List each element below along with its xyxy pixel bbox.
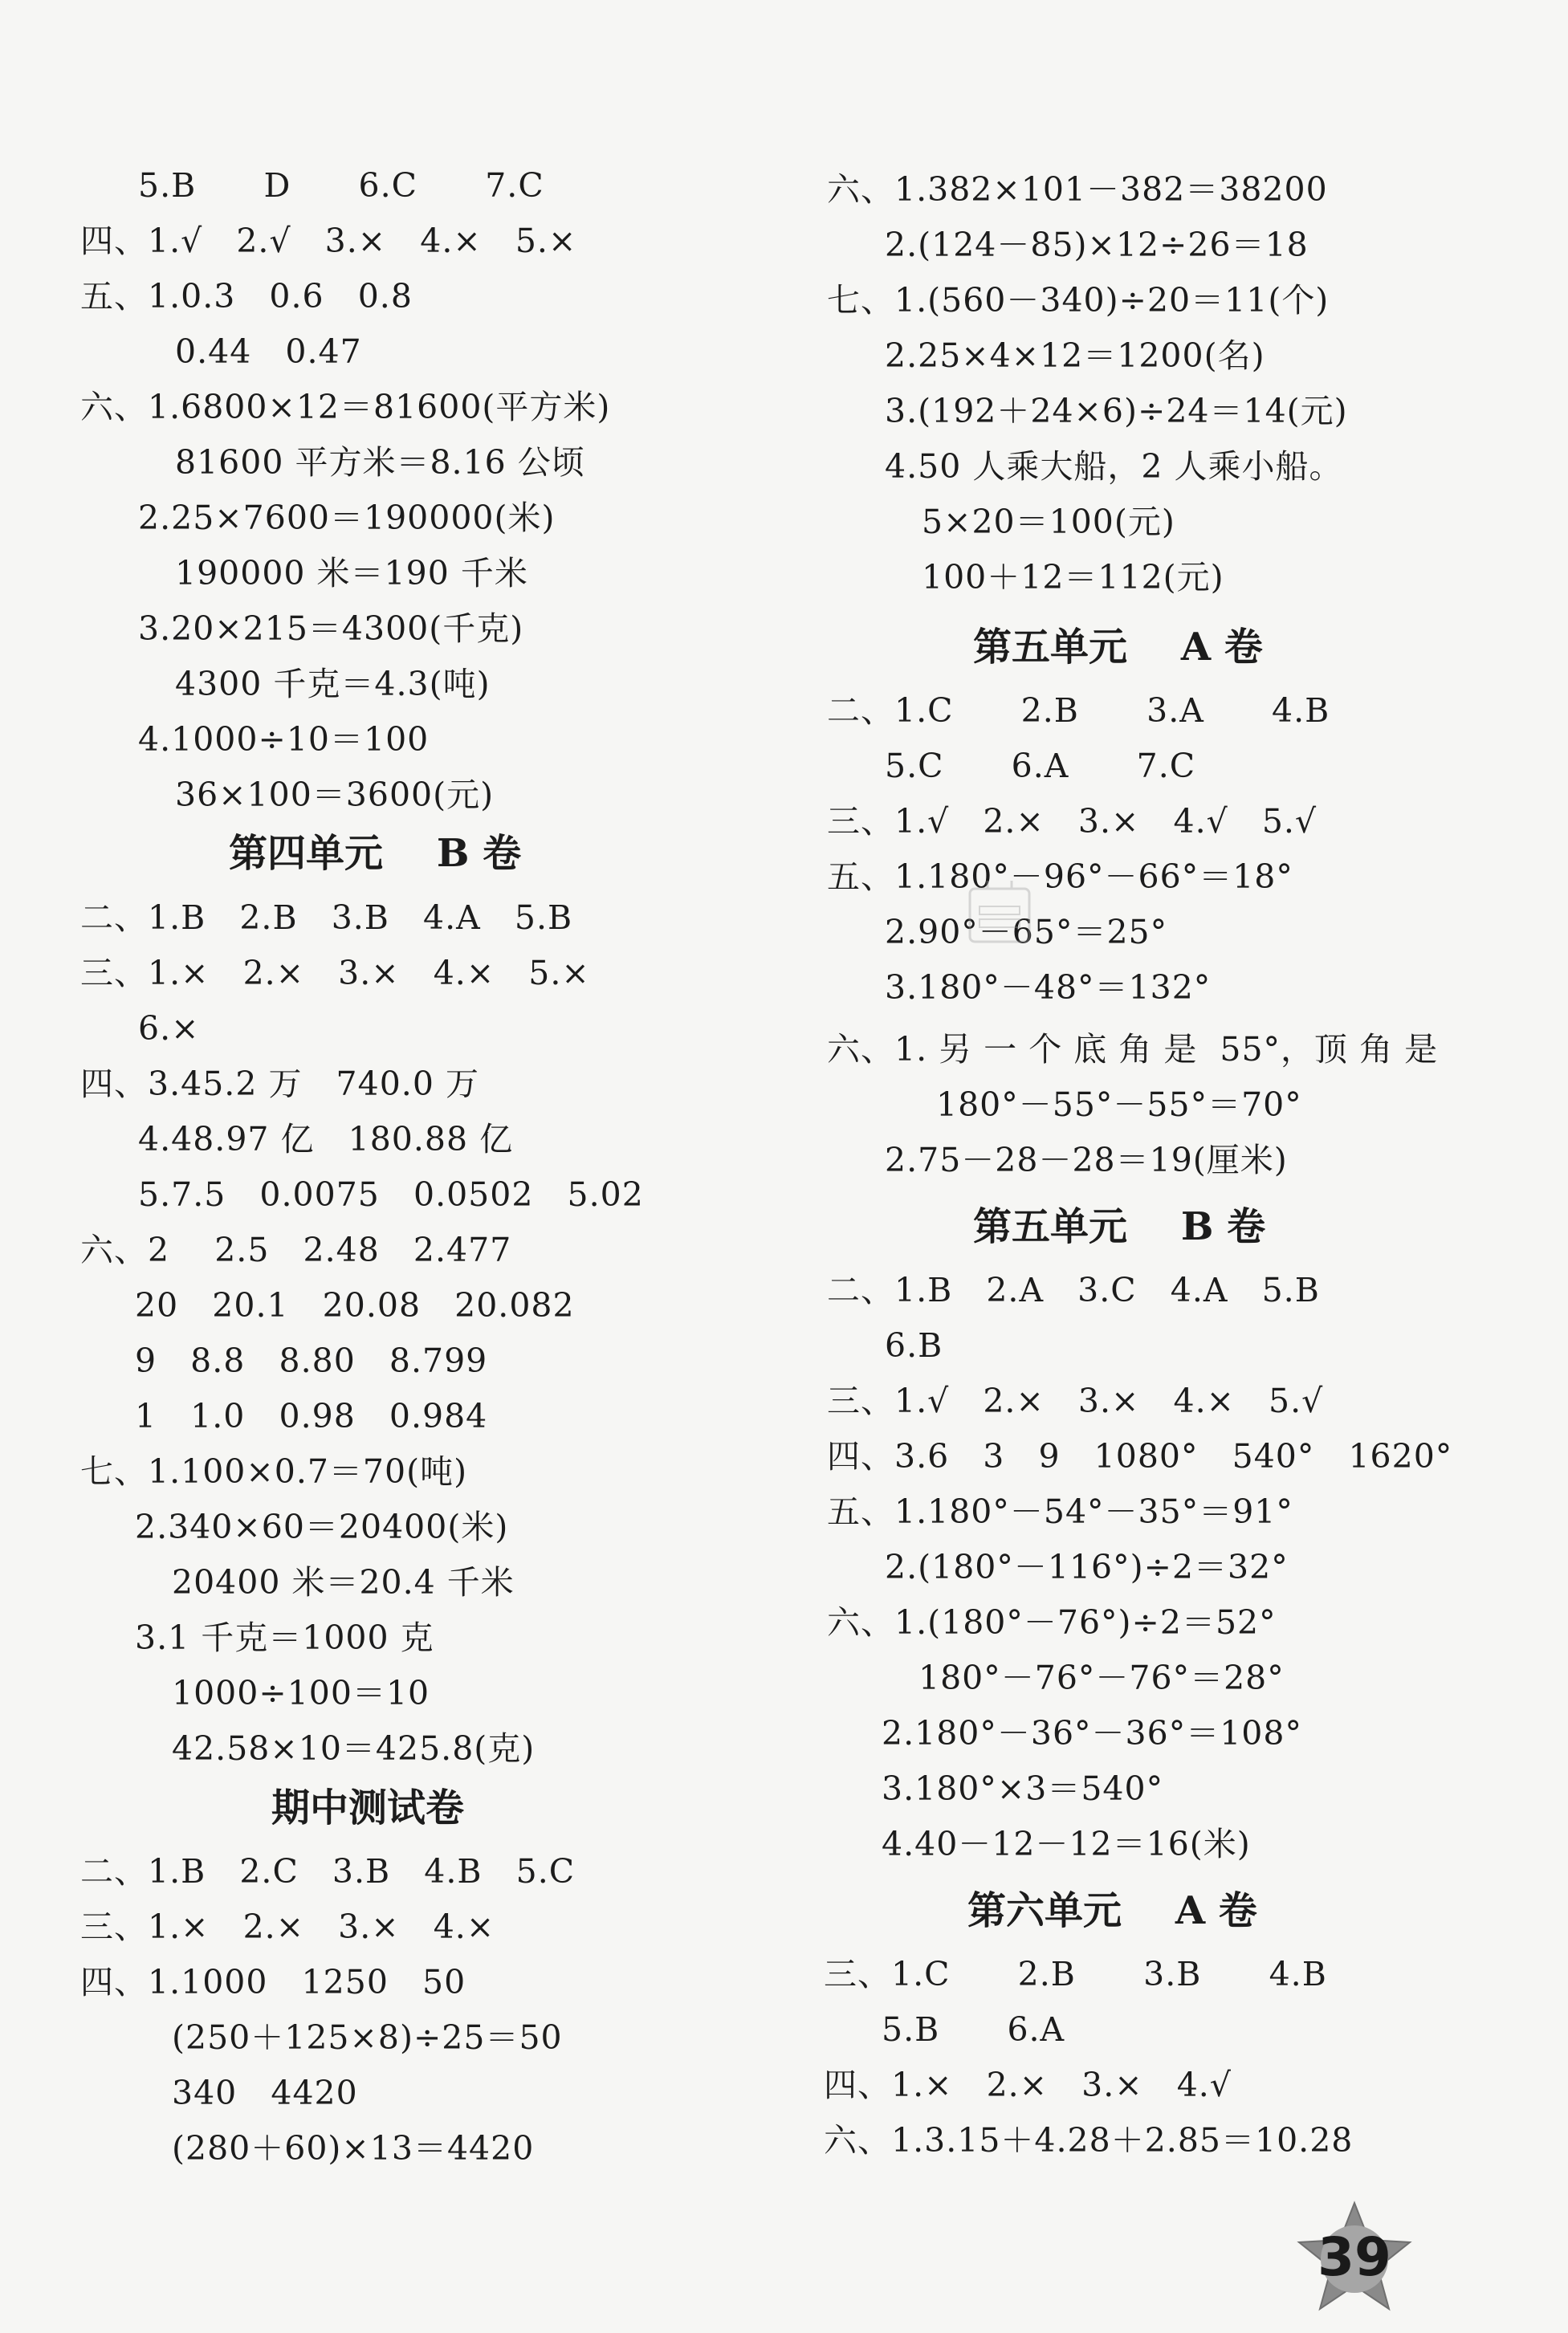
answer-line: 340 4420 <box>172 2074 358 2112</box>
answer-line: 2.180°－36°－36°＝108° <box>882 1714 1302 1753</box>
section-heading-unit4-b: 第四单元 B 卷 <box>229 831 522 876</box>
answer-line: 3.(192＋24×6)÷24＝14(元) <box>885 392 1348 430</box>
answer-line: 81600 平方米＝8.16 公顷 <box>175 443 585 482</box>
answer-line: 3.180°×3＝540° <box>882 1769 1164 1808</box>
answer-line: 三、1.× 2.× 3.× 4.× 5.× <box>80 954 590 992</box>
section-heading-unit5-b: 第五单元 B 卷 <box>973 1204 1266 1249</box>
answer-line: 2.340×60＝20400(米) <box>135 1508 509 1546</box>
answer-line: 2.75－28－28＝19(厘米) <box>885 1141 1288 1179</box>
page-number-badge <box>1294 2198 1415 2319</box>
answer-line: 4.40－12－12＝16(米) <box>882 1825 1251 1863</box>
section-heading-unit5-a: 第五单元 A 卷 <box>973 625 1263 670</box>
answer-line: 5.B 6.A <box>882 2010 1065 2049</box>
answer-line: 四、3.45.2 万 740.0 万 <box>80 1065 479 1103</box>
answer-line: 0.44 0.47 <box>175 332 362 371</box>
answer-line: 六、1.382×101－382＝38200 <box>827 170 1328 209</box>
answer-line: 5×20＝100(元) <box>922 503 1175 541</box>
answer-line: 6.B <box>885 1326 943 1365</box>
answer-line: 190000 米＝190 千米 <box>175 554 528 592</box>
answer-line: 三、1.× 2.× 3.× 4.× <box>80 1908 495 1946</box>
answer-line: 5.B D 6.C 7.C <box>138 166 544 205</box>
answer-line: 9 8.8 8.80 8.799 <box>135 1342 488 1380</box>
answer-line: 3.20×215＝4300(千克) <box>138 609 524 648</box>
answer-line: 七、1.(560－340)÷20＝11(个) <box>827 281 1330 320</box>
answer-line: 六、2 2.5 2.48 2.477 <box>80 1231 512 1269</box>
answer-line: 20 20.1 20.08 20.082 <box>135 1286 575 1325</box>
answer-line: 三、1.√ 2.× 3.× 4.× 5.√ <box>827 1382 1324 1420</box>
answer-line: 五、1.180°－54°－35°＝91° <box>827 1492 1293 1531</box>
answer-line: 三、1.C 2.B 3.B 4.B <box>824 1955 1327 1993</box>
answer-line: 1 1.0 0.98 0.984 <box>135 1397 488 1435</box>
answer-line: 三、1.√ 2.× 3.× 4.√ 5.√ <box>827 802 1318 841</box>
answer-line: 2.(124－85)×12÷26＝18 <box>885 226 1309 264</box>
answer-line: 四、1.1000 1250 50 <box>80 1963 466 2001</box>
answer-line: 四、3.6 3 9 1080° 540° 1620° <box>827 1437 1453 1476</box>
answer-line: 20400 米＝20.4 千米 <box>172 1563 515 1602</box>
answer-line: 六、1.3.15＋4.28＋2.85＝10.28 <box>824 2121 1354 2160</box>
answer-line: 2.25×7600＝190000(米) <box>138 499 556 537</box>
page-number: 39 <box>1318 2226 1391 2288</box>
answer-line: 二、1.B 2.C 3.B 4.B 5.C <box>80 1852 576 1891</box>
answer-line: 五、1.0.3 0.6 0.8 <box>80 277 413 316</box>
answer-line: 二、1.C 2.B 3.A 4.B <box>827 691 1330 730</box>
answer-line: 六、1. 另 一 个 底 角 是 55°，顶 角 是 <box>827 1030 1439 1069</box>
answer-line: 2.25×4×12＝1200(名) <box>885 336 1265 375</box>
answer-line: (280＋60)×13＝4420 <box>172 2129 535 2168</box>
answer-line: 3.180°－48°＝132° <box>885 968 1212 1007</box>
faint-stamp-mark <box>955 871 1044 959</box>
answer-line: 1000÷100＝10 <box>172 1674 430 1712</box>
answer-line: 42.58×10＝425.8(克) <box>172 1729 536 1768</box>
answer-line: 4.50 人乘大船，2 人乘小船。 <box>885 447 1343 486</box>
answer-line: 36×100＝3600(元) <box>175 776 495 814</box>
answer-line: 3.1 千克＝1000 克 <box>135 1618 434 1657</box>
answer-line: 六、1.6800×12＝81600(平方米) <box>80 388 611 426</box>
answer-line: 6.× <box>138 1009 200 1048</box>
answer-line: 180°－55°－55°＝70° <box>936 1085 1302 1124</box>
answer-line: 5.C 6.A 7.C <box>885 747 1196 785</box>
answer-line: (250＋125×8)÷25＝50 <box>172 2018 563 2057</box>
answer-line: 4.48.97 亿 180.88 亿 <box>138 1120 514 1158</box>
answer-line: 四、1.√ 2.√ 3.× 4.× 5.× <box>80 222 577 260</box>
section-heading-unit6-a: 第六单元 A 卷 <box>967 1888 1257 1933</box>
answer-line: 五、1.180°－96°－66°＝18° <box>827 857 1293 896</box>
answer-line: 二、1.B 2.A 3.C 4.A 5.B <box>827 1271 1320 1309</box>
answer-line: 5.7.5 0.0075 0.0502 5.02 <box>138 1175 644 1214</box>
answer-line: 四、1.× 2.× 3.× 4.√ <box>824 2066 1232 2104</box>
answer-line: 2.90°－65°＝25° <box>885 913 1168 951</box>
answer-line: 二、1.B 2.B 3.B 4.A 5.B <box>80 898 573 937</box>
answer-line: 4.1000÷10＝100 <box>138 720 430 759</box>
answer-line: 六、1.(180°－76°)÷2＝52° <box>827 1603 1277 1642</box>
answer-line: 4300 千克＝4.3(吨) <box>175 665 491 703</box>
section-heading-midterm: 期中测试卷 <box>271 1785 465 1830</box>
answer-line: 七、1.100×0.7＝70(吨) <box>80 1452 468 1491</box>
answer-line: 100＋12＝112(元) <box>922 558 1224 596</box>
answer-line: 180°－76°－76°＝28° <box>918 1659 1285 1697</box>
answer-line: 2.(180°－116°)÷2＝32° <box>885 1548 1289 1586</box>
